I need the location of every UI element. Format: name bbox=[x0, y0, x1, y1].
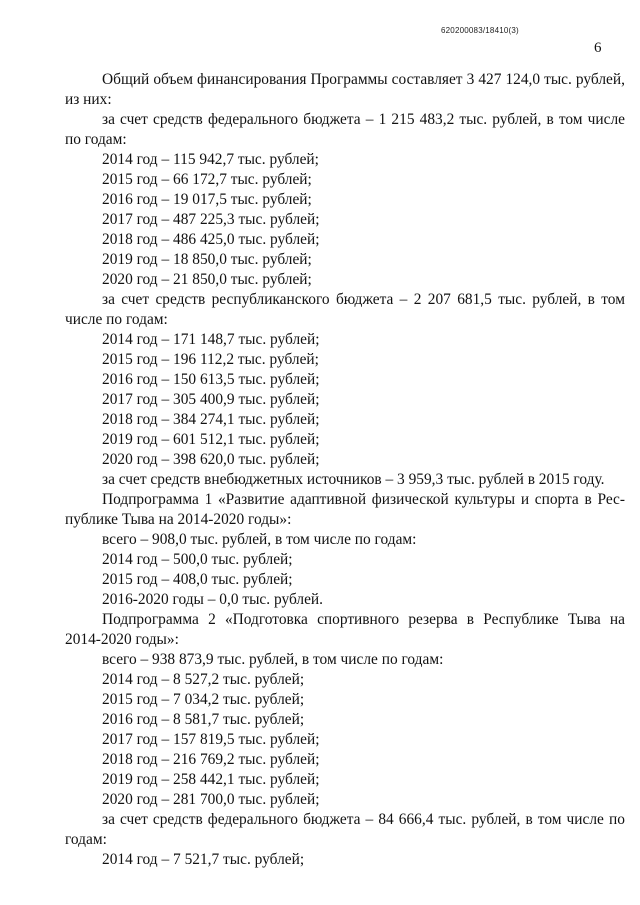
paragraph-line: 2020 год – 21 850,0 тыс. рублей; bbox=[102, 271, 312, 288]
word: резерва bbox=[408, 611, 458, 628]
word: числе bbox=[566, 811, 604, 828]
word: в bbox=[587, 291, 595, 308]
paragraph-line: из них: bbox=[65, 91, 112, 108]
word: Подпрограмма bbox=[102, 491, 199, 508]
word: счет bbox=[120, 811, 148, 828]
paragraph-line: 2016 год – 19 017,5 тыс. рублей; bbox=[102, 191, 312, 208]
paragraph-line: 2016 год – 150 613,5 тыс. рублей; bbox=[102, 371, 320, 388]
paragraph-line bbox=[65, 610, 625, 630]
paragraph-line: 2014 год – 500,0 тыс. рублей; bbox=[102, 551, 293, 568]
word: Подпрограмма bbox=[102, 611, 199, 628]
paragraph-line: 2015 год – 196 112,2 тыс. рублей; bbox=[102, 351, 319, 368]
word: рублей, bbox=[532, 291, 582, 308]
word: – bbox=[365, 811, 374, 828]
paragraph-line: 2020 год – 281 700,0 тыс. рублей; bbox=[102, 791, 320, 808]
word: 427 bbox=[478, 71, 502, 88]
word: счет bbox=[121, 291, 150, 308]
word: 1 bbox=[378, 111, 387, 128]
word: в bbox=[525, 811, 533, 828]
word: и bbox=[520, 491, 530, 508]
word: «Подготовка bbox=[224, 611, 308, 628]
paragraph-line bbox=[65, 290, 625, 310]
word: том bbox=[537, 811, 562, 828]
paragraph-line: публике Тыва на 2014-2020 годы»: bbox=[65, 511, 292, 528]
paragraph-line: 2017 год – 487 225,3 тыс. рублей; bbox=[102, 211, 320, 228]
word: спорта bbox=[534, 491, 579, 508]
paragraph-line: по годам: bbox=[65, 131, 127, 148]
word: бюджета bbox=[303, 111, 361, 128]
paragraph-line: 2017 год – 305 400,9 тыс. рублей; bbox=[102, 391, 320, 408]
word: федерального bbox=[207, 811, 298, 828]
document-body bbox=[65, 70, 625, 870]
word: средств bbox=[153, 111, 203, 128]
paragraph-line: 2016 год – 8 581,7 тыс. рублей; bbox=[102, 711, 305, 728]
word: 666,4 bbox=[398, 811, 434, 828]
word: на bbox=[609, 611, 625, 628]
paragraph-line: всего – 938 873,9 тыс. рублей, в том числе по годам: bbox=[102, 651, 444, 668]
paragraph-line: 2017 год – 157 819,5 тыс. рублей; bbox=[102, 731, 320, 748]
paragraph-line: 2015 год – 7 034,2 тыс. рублей; bbox=[102, 691, 305, 708]
word: бюджета bbox=[303, 811, 361, 828]
word: составляет bbox=[391, 71, 463, 88]
word: Рес- bbox=[597, 491, 625, 508]
word: бюджета bbox=[335, 291, 394, 308]
word: в bbox=[546, 111, 554, 128]
paragraph-line: числе по годам: bbox=[65, 311, 168, 328]
word: за bbox=[102, 811, 115, 828]
paragraph-line: 2019 год – 258 442,1 тыс. рублей; bbox=[102, 771, 320, 788]
paragraph-line: 2018 год – 384 274,1 тыс. рублей; bbox=[102, 411, 320, 428]
word: счет bbox=[120, 111, 148, 128]
paragraph-line: 2015 год – 408,0 тыс. рублей; bbox=[102, 571, 293, 588]
word: республиканского bbox=[211, 291, 330, 308]
word: 681,5 bbox=[457, 291, 492, 308]
paragraph-line bbox=[65, 810, 625, 830]
word: «Развитие bbox=[217, 491, 285, 508]
paragraph-line: 2018 год – 216 769,2 тыс. рублей; bbox=[102, 751, 320, 768]
word: 1 bbox=[204, 491, 213, 508]
word: тыс. bbox=[459, 111, 488, 128]
word: – bbox=[365, 111, 374, 128]
word: федерального bbox=[207, 111, 299, 128]
paragraph-line: 2015 год – 66 172,7 тыс. рублей; bbox=[102, 171, 312, 188]
word: том bbox=[601, 291, 625, 308]
paragraph-line: 2014 год – 171 148,7 тыс. рублей; bbox=[102, 331, 320, 348]
paragraph-line bbox=[65, 70, 625, 90]
paragraph-line bbox=[65, 490, 625, 510]
word: спортивного bbox=[317, 611, 400, 628]
paragraph-line: 2014-2020 годы»: bbox=[65, 631, 179, 648]
word: тыс. bbox=[438, 811, 467, 828]
page-number: 6 bbox=[594, 40, 602, 56]
word: Республике bbox=[483, 611, 559, 628]
word: за bbox=[102, 291, 115, 308]
word: объем bbox=[153, 71, 193, 88]
paragraph-line: 2014 год – 115 942,7 тыс. рублей; bbox=[102, 151, 319, 168]
paragraph-line: 2019 год – 601 512,1 тыс. рублей; bbox=[102, 431, 320, 448]
paragraph-line bbox=[65, 110, 625, 130]
word: числе bbox=[587, 111, 625, 128]
paragraph-line: 2014 год – 8 527,2 тыс. рублей; bbox=[102, 671, 305, 688]
word: том bbox=[558, 111, 583, 128]
word: по bbox=[608, 811, 625, 828]
paragraph-line: за счет средств внебюджетных источников – 3 959,3 тыс. рублей в 2015 году. bbox=[102, 471, 605, 488]
word: в bbox=[584, 491, 592, 508]
paragraph-line: 2020 год – 398 620,0 тыс. рублей; bbox=[102, 451, 320, 468]
word: финансирования bbox=[197, 71, 307, 88]
paragraph-line: 2018 год – 486 425,0 тыс. рублей; bbox=[102, 231, 320, 248]
word: 2 bbox=[208, 611, 216, 628]
word: рублей, bbox=[492, 111, 542, 128]
word: – bbox=[399, 291, 408, 308]
word: 483,2 bbox=[419, 111, 455, 128]
paragraph-line: 2019 год – 18 850,0 тыс. рублей; bbox=[102, 251, 312, 268]
word: рублей, bbox=[575, 71, 625, 88]
word: культуры bbox=[454, 491, 516, 508]
paragraph-line: 2016-2020 годы – 0,0 тыс. рублей. bbox=[102, 591, 323, 608]
word: рублей, bbox=[471, 811, 521, 828]
document-id: 620200083/18410(3) bbox=[441, 26, 519, 35]
word: средств bbox=[152, 811, 203, 828]
word: 207 bbox=[427, 291, 451, 308]
word: 2 bbox=[413, 291, 422, 308]
word: 215 bbox=[391, 111, 415, 128]
word: средств bbox=[155, 291, 206, 308]
word: в bbox=[466, 611, 475, 628]
word: тыс. bbox=[498, 291, 526, 308]
word: физической bbox=[371, 491, 449, 508]
word: за bbox=[102, 111, 115, 128]
word: Программы bbox=[310, 71, 388, 88]
word: Тыва bbox=[567, 611, 601, 628]
paragraph-line: всего – 908,0 тыс. рублей, в том числе по годам: bbox=[102, 531, 417, 548]
word: 84 bbox=[378, 811, 394, 828]
paragraph-line: 2014 год – 7 521,7 тыс. рублей; bbox=[102, 851, 305, 868]
word: адаптивной bbox=[290, 491, 367, 508]
paragraph-line: годам: bbox=[65, 831, 107, 848]
word: 124,0 bbox=[505, 71, 541, 88]
word: 3 bbox=[466, 71, 475, 88]
word: Общий bbox=[102, 71, 150, 88]
word: тыс. bbox=[544, 71, 572, 88]
